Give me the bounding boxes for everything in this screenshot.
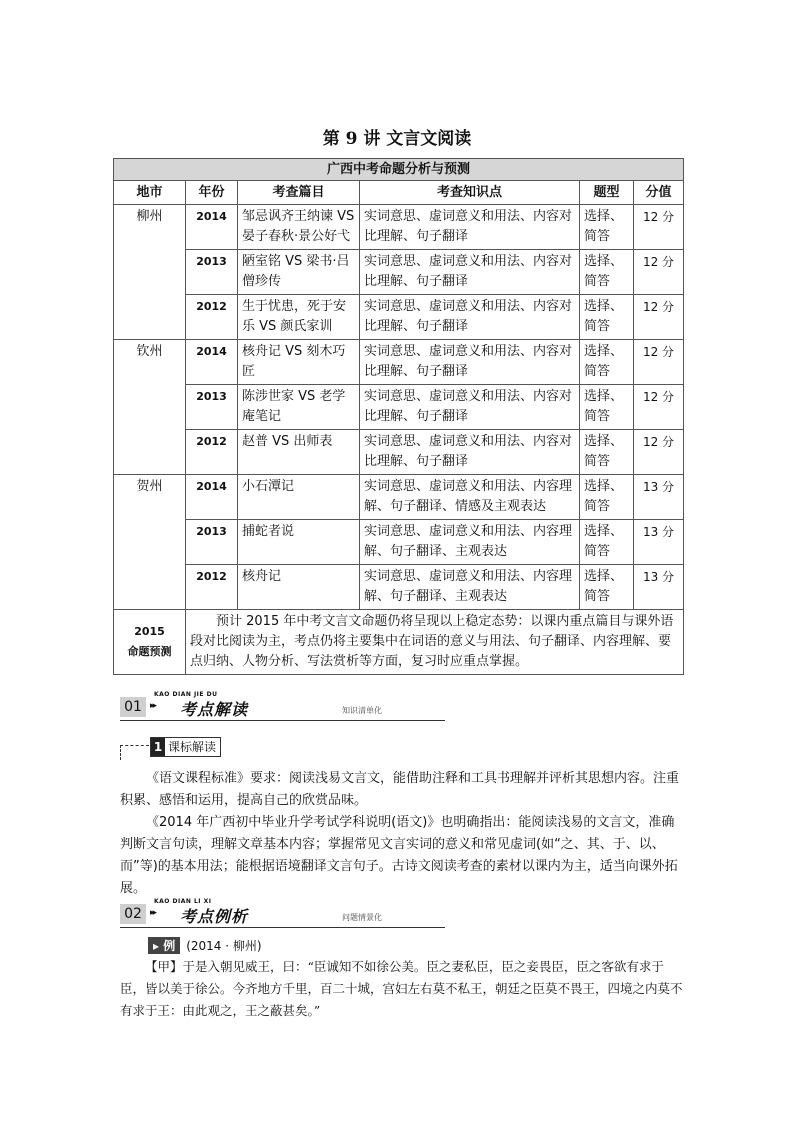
col-header-type: 题型 bbox=[580, 181, 634, 205]
year-cell: 2013 bbox=[186, 520, 238, 565]
points-cell: 实词意思、虚词意义和用法、内容对比理解、句子翻译 bbox=[360, 340, 580, 385]
prediction-row bbox=[114, 610, 684, 675]
double-arrow-icon: ▸▸ bbox=[150, 908, 156, 918]
score-cell: 13 分 bbox=[634, 565, 684, 610]
year-cell: 2012 bbox=[186, 430, 238, 475]
score-cell: 12 分 bbox=[634, 430, 684, 475]
classical-passage: 【甲】于是入朝见威王，曰：“臣诚知不如徐公美。臣之妻私臣，臣之妾畏臣，臣之客欲有求于臣，皆以美于徐公。今齐地方千里，百二十城，宫妇左右莫不私王，朝廷之臣莫不畏王，四境之内莫不有求于王：由此观之，王之蔽甚矣。” bbox=[120, 959, 683, 1018]
example-source: (2014 · 柳州) bbox=[186, 939, 262, 953]
year-cell: 2012 bbox=[186, 565, 238, 610]
table-row bbox=[114, 520, 684, 565]
section-number: 02 bbox=[120, 904, 146, 924]
points-cell: 实词意思、虚词意义和用法、内容理解、句子翻译、主观表达 bbox=[360, 520, 580, 565]
year-cell: 2014 bbox=[186, 205, 238, 250]
section-rule bbox=[120, 927, 445, 928]
points-cell: 实词意思、虚词意义和用法、内容对比理解、句子翻译 bbox=[360, 430, 580, 475]
score-cell: 12 分 bbox=[634, 385, 684, 430]
points-cell: 实词意思、虚词意义和用法、内容对比理解、句子翻译 bbox=[360, 385, 580, 430]
table-row bbox=[114, 295, 684, 340]
sub-heading-badge bbox=[120, 737, 240, 761]
year-cell: 2014 bbox=[186, 340, 238, 385]
dotted-bracket bbox=[120, 745, 149, 760]
section-number: 01 bbox=[120, 697, 146, 717]
city-cell: 贺州 bbox=[114, 475, 186, 610]
points-cell: 实词意思、虚词意义和用法、内容对比理解、句子翻译 bbox=[360, 250, 580, 295]
section-pinyin: KAO DIAN LI XI bbox=[154, 898, 212, 905]
section-title: 考点例析 bbox=[180, 907, 249, 926]
col-header-city: 地市 bbox=[114, 181, 186, 205]
city-cell: 钦州 bbox=[114, 340, 186, 475]
section-subtitle: 知识清单化 bbox=[342, 706, 382, 715]
prediction-label-year: 2015 bbox=[134, 625, 165, 638]
badge-label: 课标解读 bbox=[168, 740, 217, 754]
points-cell: 实词意思、虚词意义和用法、内容对比理解、句子翻译 bbox=[360, 295, 580, 340]
paragraph-curriculum: 《语文课程标准》要求：阅读浅易文言文，能借助注释和工具书理解并评析其思想内容。注重积累、感悟和运用，提高自己的欣赏品味。 bbox=[120, 771, 680, 808]
table-row bbox=[114, 250, 684, 295]
text-cell: 邹忌讽齐王纳谏 VS 晏子春秋·景公好弋 bbox=[238, 205, 360, 250]
prediction-label bbox=[114, 610, 186, 675]
score-cell: 12 分 bbox=[634, 340, 684, 385]
points-cell: 实词意思、虚词意义和用法、内容理解、句子翻译、主观表达 bbox=[360, 565, 580, 610]
prediction-text: 预计 2015 年中考文言文命题仍将呈现以上稳定态势：以课内重点篇目与课外语段对比阅读为主，考点仍将主要集中在词语的意义与用法、句子翻译、内容理解、要点归纳、人物分析、写法赏析等方面，复习时应重点掌握。 bbox=[186, 610, 684, 675]
section-title: 考点解读 bbox=[180, 700, 249, 719]
table-row bbox=[114, 475, 684, 520]
score-cell: 12 分 bbox=[634, 205, 684, 250]
table-row bbox=[114, 430, 684, 475]
year-cell: 2013 bbox=[186, 250, 238, 295]
col-header-points: 考查知识点 bbox=[360, 181, 580, 205]
page-title: 第 9 讲 文言文阅读 bbox=[322, 129, 472, 149]
year-cell: 2013 bbox=[186, 385, 238, 430]
double-arrow-icon: ▸▸ bbox=[150, 701, 156, 711]
text-cell: 捕蛇者说 bbox=[238, 520, 360, 565]
example-badge: ▸ 例 bbox=[148, 937, 180, 954]
points-cell: 实词意思、虚词意义和用法、内容对比理解、句子翻译 bbox=[360, 205, 580, 250]
section-header-kaodian-jiedu bbox=[120, 691, 445, 721]
text-cell: 陋室铭 VS 梁书·吕僧珍传 bbox=[238, 250, 360, 295]
prediction-label-text: 命题预测 bbox=[127, 645, 172, 658]
text-cell: 生于忧患，死于安乐 VS 颜氏家训 bbox=[238, 295, 360, 340]
type-cell: 选择、简答 bbox=[580, 205, 634, 250]
year-cell: 2014 bbox=[186, 475, 238, 520]
badge-box bbox=[150, 737, 221, 757]
text-cell: 核舟记 bbox=[238, 565, 360, 610]
table-row bbox=[114, 565, 684, 610]
section-header-kaodian-lixi bbox=[120, 898, 445, 928]
text-cell: 小石潭记 bbox=[238, 475, 360, 520]
score-cell: 13 分 bbox=[634, 475, 684, 520]
type-cell: 选择、简答 bbox=[580, 385, 634, 430]
year-cell: 2012 bbox=[186, 295, 238, 340]
table-row bbox=[114, 385, 684, 430]
example-heading bbox=[148, 937, 262, 954]
type-cell: 选择、简答 bbox=[580, 430, 634, 475]
text-cell: 核舟记 VS 刻木巧匠 bbox=[238, 340, 360, 385]
badge-number: 1 bbox=[151, 738, 165, 756]
col-header-year: 年份 bbox=[186, 181, 238, 205]
col-header-score: 分值 bbox=[634, 181, 684, 205]
type-cell: 选择、简答 bbox=[580, 475, 634, 520]
city-cell: 柳州 bbox=[114, 205, 186, 340]
type-cell: 选择、简答 bbox=[580, 250, 634, 295]
exam-analysis-table bbox=[113, 158, 684, 675]
score-cell: 12 分 bbox=[634, 250, 684, 295]
section-rule bbox=[120, 720, 445, 721]
paragraph-exam-guide: 《2014 年广西初中毕业升学考试学科说明(语文)》也明确指出：能阅读浅易的文言文，准确判断文言句读，理解文章基本内容；掌握常见文言实词的意义和常见虚词(如“之、其、于、以、而”等)的基本用法；能根据语境翻译文言句子。古诗文阅读考查的素材以课内为主，适当向课外拓展。 bbox=[120, 815, 678, 896]
col-header-text: 考查篇目 bbox=[238, 181, 360, 205]
section-subtitle: 问题情景化 bbox=[342, 913, 382, 922]
table-row bbox=[114, 205, 684, 250]
table-band-title: 广西中考命题分析与预测 bbox=[114, 159, 684, 181]
table-row bbox=[114, 340, 684, 385]
type-cell: 选择、简答 bbox=[580, 565, 634, 610]
type-cell: 选择、简答 bbox=[580, 295, 634, 340]
score-cell: 12 分 bbox=[634, 295, 684, 340]
type-cell: 选择、简答 bbox=[580, 340, 634, 385]
text-cell: 陈涉世家 VS 老学庵笔记 bbox=[238, 385, 360, 430]
type-cell: 选择、简答 bbox=[580, 520, 634, 565]
text-cell: 赵普 VS 出师表 bbox=[238, 430, 360, 475]
section-pinyin: KAO DIAN JIE DU bbox=[154, 691, 218, 698]
score-cell: 13 分 bbox=[634, 520, 684, 565]
points-cell: 实词意思、虚词意义和用法、内容理解、句子翻译、情感及主观表达 bbox=[360, 475, 580, 520]
